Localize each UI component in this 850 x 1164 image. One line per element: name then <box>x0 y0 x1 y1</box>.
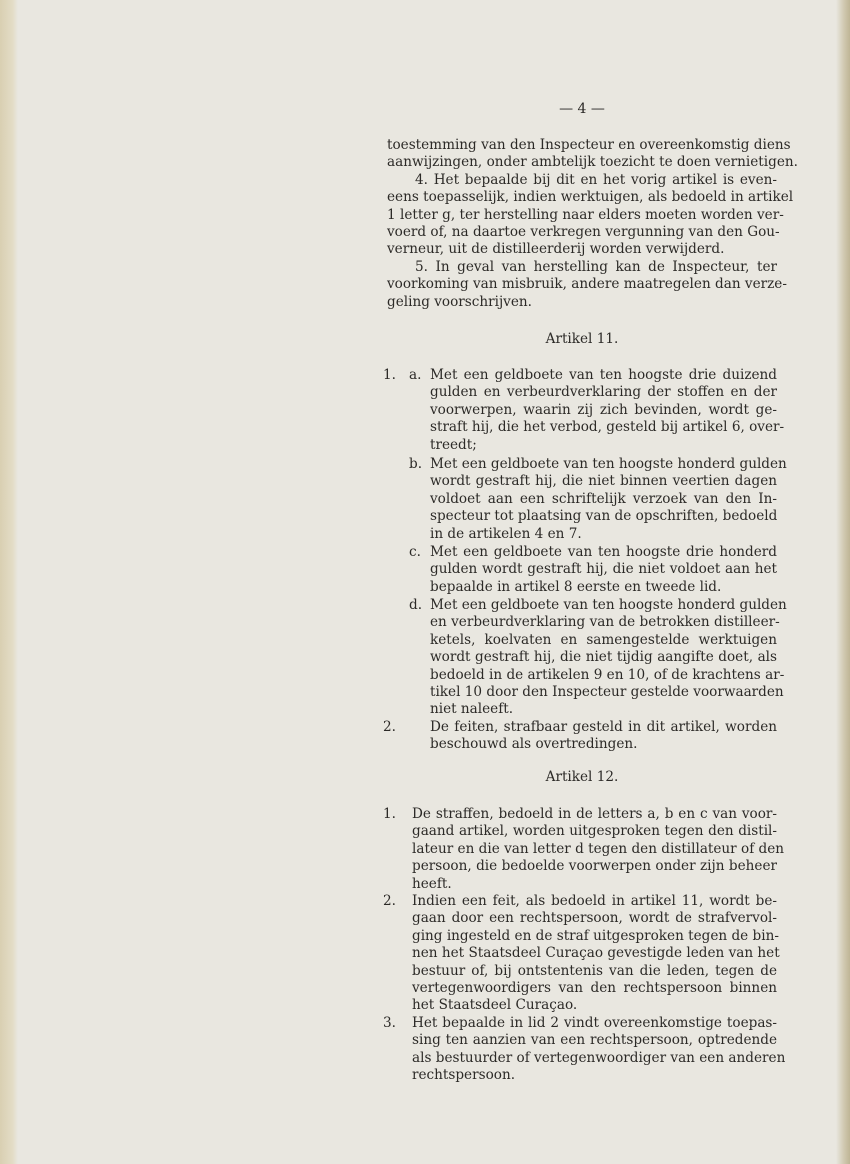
artikel-11-item-c <box>430 544 777 596</box>
item-number: 1. <box>383 806 396 822</box>
text-line: niet naleeft. <box>430 701 514 718</box>
page-edge-right <box>836 0 850 1164</box>
text-line: Met een geldboete van ten hoogste drie duizend <box>430 367 777 383</box>
item-number: 1. <box>383 367 396 383</box>
artikel-11-item-a <box>430 367 785 454</box>
text-line: De feiten, strafbaar gesteld in dit artikel, worden <box>430 719 777 735</box>
text-line: Met een geldboete van ten hoogste drie honderd <box>430 544 777 560</box>
artikel-12-item-2 <box>412 893 780 1015</box>
text-line: geling voorschrijven. <box>387 293 532 310</box>
text-line: bedoeld in de artikelen 9 en 10, of de krachtens ar- <box>430 666 785 683</box>
text-line: bepaalde in artikel 8 eerste en tweede lid. <box>430 578 722 595</box>
artikel-11-item-d <box>430 597 787 719</box>
text-line: Met een geldboete van ten hoogste honderd gulden <box>430 456 787 472</box>
text-line: beschouwd als overtredingen. <box>430 736 638 753</box>
item-number: 2. <box>383 719 396 735</box>
text-line: voldoet aan een schriftelijk verzoek van den In- <box>430 490 777 507</box>
text-line: voorkoming van misbruik, andere maatregelen dan verze- <box>387 276 787 293</box>
page-edge-left <box>0 0 18 1164</box>
text-line: nen het Staatsdeel Curaçao gevestigde leden van het <box>412 945 780 962</box>
text-line: tikel 10 door den Inspecteur gestelde voorwaarden <box>430 683 784 700</box>
text-line: straft hij, die het verbod, gesteld bij artikel 6, over- <box>430 419 785 436</box>
text-line: aanwijzingen, onder ambtelijk toezicht te doen vernietigen. <box>387 154 798 171</box>
text-line: specteur tot plaatsing van de opschriften, bedoeld <box>430 508 778 525</box>
text-line: gulden wordt gestraft hij, die niet voldoet aan het <box>430 561 777 578</box>
text-line: wordt gestraft hij, die niet tijdig aangifte doet, als <box>430 649 777 666</box>
text-line: vertegenwoordigers van den rechtspersoon binnen <box>412 979 777 996</box>
text-line: 4. Het bepaalde bij dit en het vorig artikel is even- <box>415 171 777 188</box>
text-line: en verbeurdverklaring van de betrokken distilleer- <box>430 614 780 631</box>
text-line: Het bepaalde in lid 2 vindt overeenkomstige toepas- <box>412 1015 777 1031</box>
artikel-12-item-1 <box>412 806 785 893</box>
item-number: 2. <box>383 893 396 909</box>
artikel-12-heading: Artikel 12. <box>545 769 619 785</box>
intro-paragraph <box>387 137 798 311</box>
text-line: 5. In geval van herstelling kan de Inspecteur, ter <box>415 258 777 275</box>
text-line: wordt gestraft hij, die niet binnen veertien dagen <box>430 473 777 490</box>
text-line: verneur, uit de distilleerderij worden verwijderd. <box>387 241 725 258</box>
text-line: voerd of, na daartoe verkregen vergunning van den Gou- <box>387 223 780 240</box>
text-line: toestemming van den Inspecteur en overeenkomstig diens <box>387 137 791 153</box>
item-letter: a. <box>409 367 422 383</box>
text-line: ketels, koelvaten en samengestelde werktuigen <box>430 631 777 648</box>
text-line: 1 letter g, ter herstelling naar elders moeten worden ver- <box>387 206 784 223</box>
text-line: heeft. <box>412 875 452 892</box>
text-line: Met een geldboete van ten hoogste honderd gulden <box>430 597 787 613</box>
text-line: gaan door een rechtspersoon, wordt de strafvervol- <box>412 910 777 927</box>
text-line: sing ten aanzien van een rechtspersoon, optredende <box>412 1032 777 1049</box>
artikel-12-item-3 <box>412 1015 786 1085</box>
item-letter: d. <box>409 597 423 613</box>
text-line: lateur en die van letter d tegen den distillateur of den <box>412 840 785 857</box>
text-line: Indien een feit, als bedoeld in artikel 11, wordt be- <box>412 893 777 909</box>
artikel-11-item-2 <box>430 719 777 754</box>
text-line: eens toepasselijk, indien werktuigen, als bedoeld in artikel <box>387 189 794 206</box>
text-line: het Staatsdeel Curaçao. <box>412 997 578 1014</box>
text-line: gulden en verbeurdverklaring der stoffen en der <box>430 384 777 401</box>
text-line: in de artikelen 4 en 7. <box>430 525 582 542</box>
text-line: persoon, die bedoelde voorwerpen onder zijn beheer <box>412 858 777 875</box>
item-letter: b. <box>409 456 423 472</box>
text-line: treedt; <box>430 436 477 453</box>
text-line: gaand artikel, worden uitgesproken tegen den distil- <box>412 823 777 840</box>
text-line: ging ingesteld en de straf uitgesproken tegen de bin- <box>412 927 779 944</box>
text-line: De straffen, bedoeld in de letters a, b en c van voor- <box>412 806 777 822</box>
text-line: voorwerpen, waarin zij zich bevinden, wordt ge- <box>430 401 777 418</box>
item-number: 3. <box>383 1015 396 1031</box>
item-letter: c. <box>409 544 421 560</box>
text-line: rechtspersoon. <box>412 1067 516 1084</box>
text-line: bestuur of, bij ontstentenis van die leden, tegen de <box>412 962 777 979</box>
artikel-11-heading: Artikel 11. <box>545 331 619 347</box>
page-number: — 4 — <box>559 101 605 117</box>
text-line: als bestuurder of vertegenwoordiger van een anderen <box>412 1049 786 1066</box>
artikel-11-item-b <box>430 456 787 543</box>
